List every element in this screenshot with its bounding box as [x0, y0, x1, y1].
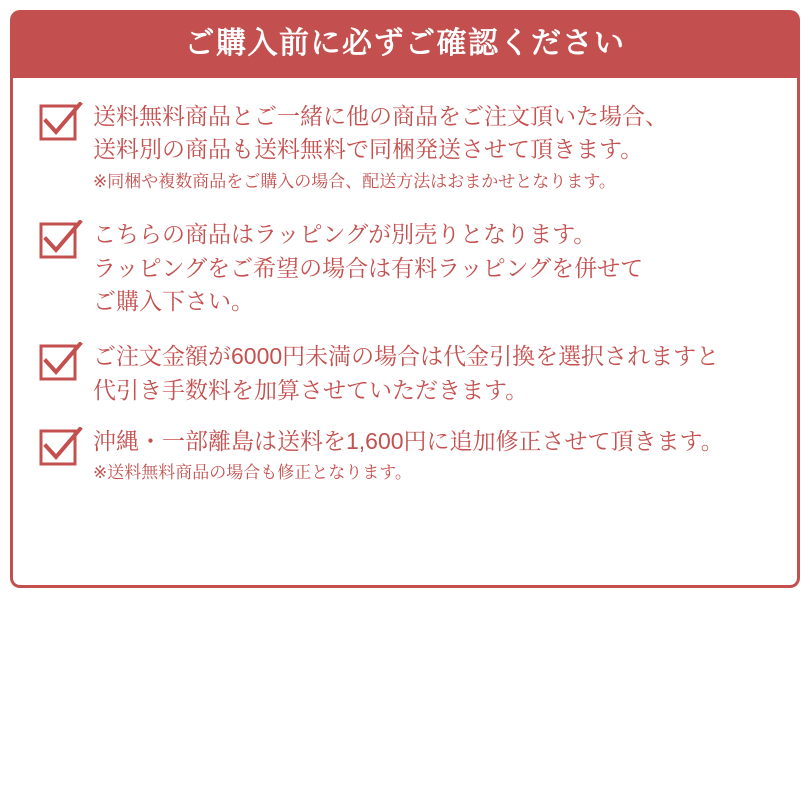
check-mark-icon [39, 427, 83, 467]
list-item-text [93, 100, 771, 194]
check-mark-icon [39, 220, 83, 260]
notice-card [10, 10, 800, 588]
list-item [39, 425, 771, 486]
list-item [39, 100, 771, 194]
check-mark-icon [39, 342, 83, 382]
list-item-line: ご注文金額が6000円未満の場合は代金引換を選択されますと [93, 343, 720, 370]
notice-header [10, 10, 800, 78]
list-item-line: 送料別の商品も送料無料で同梱発送させて頂きます。 [93, 136, 644, 163]
check-mark-icon [39, 102, 83, 142]
list-item-line: 沖縄・一部離島は送料を1,600円に追加修正させて頂きます。 [93, 427, 724, 454]
list-item-line: ラッピングをご希望の場合は有料ラッピングを併せて [93, 254, 644, 281]
list-item-line: 送料無料商品とご一緒に他の商品をご注文頂いた場合、 [93, 103, 668, 129]
list-item-text [93, 340, 771, 407]
list-item-text [93, 425, 771, 486]
list-item [39, 218, 771, 318]
list-item-line: こちらの商品はラッピングが別売りとなります。 [93, 221, 597, 248]
list-item [39, 340, 771, 407]
list-item-note: ※送料無料商品の場合も修正となります。 [93, 463, 412, 483]
list-item-line: ご購入下さい。 [93, 287, 254, 314]
notice-body [10, 78, 800, 588]
list-item-line: 代引き手数料を加算させていただきます。 [93, 376, 529, 403]
page-title: ご購入前に必ずご確認ください [184, 27, 626, 60]
list-item-note: ※同梱や複数商品をご購入の場合、配送方法はおまかせとなります。 [93, 171, 616, 191]
list-item-text [93, 218, 771, 318]
